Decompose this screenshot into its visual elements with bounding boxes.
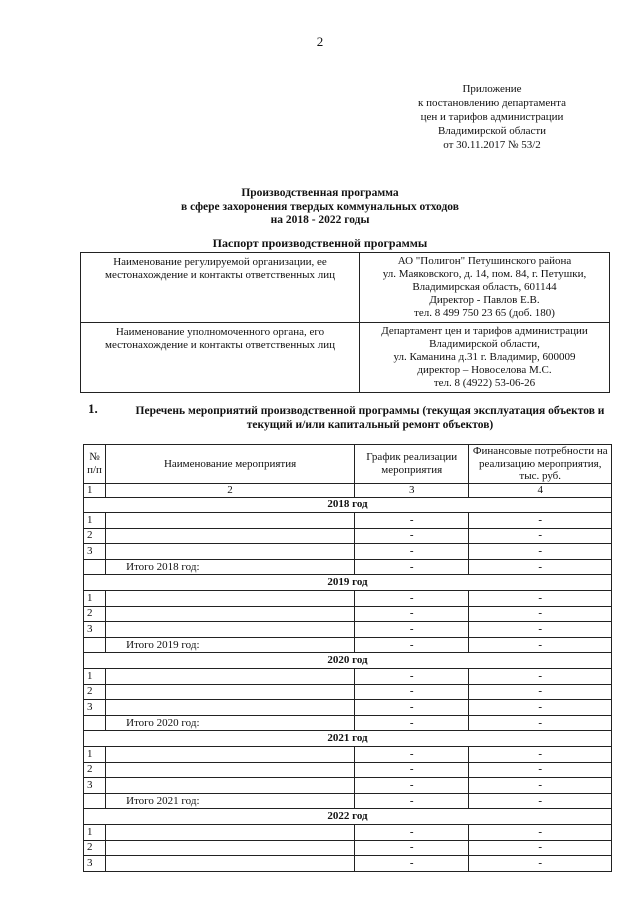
column-number: 4	[469, 483, 612, 497]
passport-row-organization	[81, 253, 610, 323]
section-title	[126, 405, 614, 432]
value-line: тел. 8 (4922) 53-06-26	[433, 377, 536, 389]
table-row	[84, 591, 612, 607]
column-number: 3	[355, 483, 469, 497]
table-row	[84, 840, 612, 856]
finance-value: -	[469, 747, 612, 763]
total-schedule: -	[355, 793, 469, 809]
appendix-block	[402, 82, 582, 152]
value-line: ул. Маяковского, д. 14, пом. 84, г. Петушки,	[382, 268, 587, 280]
schedule-value: -	[355, 778, 469, 794]
total-number-cell	[84, 559, 106, 575]
year-label: 2020 год	[84, 653, 612, 669]
finance-value: -	[469, 700, 612, 716]
table-row	[84, 669, 612, 685]
table-row	[84, 747, 612, 763]
schedule-value: -	[355, 591, 469, 607]
year-row	[84, 731, 612, 747]
appendix-line: Приложение	[462, 83, 522, 95]
measure-name	[106, 591, 355, 607]
finance-value: -	[469, 622, 612, 638]
appendix-line: Владимирской области	[437, 125, 547, 137]
finance-value: -	[469, 544, 612, 560]
table-row	[84, 622, 612, 638]
schedule-value: -	[355, 528, 469, 544]
total-finance: -	[469, 793, 612, 809]
table-row	[84, 856, 612, 872]
total-schedule: -	[355, 559, 469, 575]
finance-value: -	[469, 669, 612, 685]
total-finance: -	[469, 559, 612, 575]
row-number: 1	[84, 824, 106, 840]
finance-value: -	[469, 528, 612, 544]
finance-value: -	[469, 762, 612, 778]
table-row	[84, 700, 612, 716]
header-cell-name: Наименование мероприятия	[106, 445, 355, 484]
measure-name	[106, 513, 355, 529]
schedule-value: -	[355, 700, 469, 716]
row-number: 3	[84, 778, 106, 794]
total-label: Итого 2018 год:	[106, 559, 355, 575]
total-number-cell	[84, 637, 106, 653]
year-label: 2019 год	[84, 575, 612, 591]
title-line: Производственная программа	[241, 187, 399, 199]
header-cell-finance: Финансовые потребности на реализацию мероприятия, тыс. руб.	[469, 445, 612, 484]
schedule-value: -	[355, 513, 469, 529]
passport-table	[80, 252, 610, 393]
section-title-line: Перечень мероприятий производственной программы (текущая эксплуатация объектов и	[135, 405, 605, 417]
measure-name	[106, 544, 355, 560]
total-row	[84, 715, 612, 731]
schedule-value: -	[355, 684, 469, 700]
total-number-cell	[84, 793, 106, 809]
row-number: 3	[84, 856, 106, 872]
schedule-value: -	[355, 606, 469, 622]
row-number: 2	[84, 762, 106, 778]
measure-name	[106, 622, 355, 638]
row-number: 1	[84, 513, 106, 529]
finance-value: -	[469, 778, 612, 794]
finance-value: -	[469, 591, 612, 607]
appendix-line: к постановлению департамента	[418, 97, 566, 109]
finance-value: -	[469, 513, 612, 529]
schedule-value: -	[355, 544, 469, 560]
passport-label: Наименование регулируемой организации, ее местонахождение и контакты ответственных лиц	[81, 253, 360, 323]
value-line: Владимирская область, 601144	[412, 281, 557, 293]
appendix-line: от 30.11.2017 № 53/2	[443, 139, 541, 151]
row-number: 1	[84, 747, 106, 763]
finance-value: -	[469, 856, 612, 872]
row-number: 3	[84, 544, 106, 560]
header-cell-number: № п/п	[84, 445, 106, 484]
year-row	[84, 497, 612, 513]
schedule-value: -	[355, 762, 469, 778]
table-row	[84, 824, 612, 840]
finance-value: -	[469, 840, 612, 856]
table-header-row	[84, 445, 612, 484]
schedule-value: -	[355, 747, 469, 763]
value-line: Владимирской области,	[429, 338, 540, 350]
title-line: в сфере захоронения твердых коммунальных отходов	[181, 200, 459, 213]
measure-name	[106, 840, 355, 856]
row-number: 3	[84, 622, 106, 638]
year-row	[84, 809, 612, 825]
measure-name	[106, 747, 355, 763]
section-title-line: текущий и/или капитальный ремонт объектов)	[246, 418, 494, 431]
total-finance: -	[469, 715, 612, 731]
row-number: 2	[84, 840, 106, 856]
column-number: 2	[106, 483, 355, 497]
section-number: 1.	[88, 401, 98, 416]
table-row	[84, 762, 612, 778]
year-label: 2018 год	[84, 497, 612, 513]
row-number: 2	[84, 606, 106, 622]
measure-name	[106, 684, 355, 700]
passport-heading: Паспорт производственной программы	[212, 236, 428, 250]
measure-name	[106, 856, 355, 872]
finance-value: -	[469, 824, 612, 840]
total-number-cell	[84, 715, 106, 731]
column-numbers-row	[84, 483, 612, 497]
year-label: 2021 год	[84, 731, 612, 747]
column-number: 1	[84, 483, 106, 497]
page-number: 2	[316, 34, 324, 49]
total-row	[84, 637, 612, 653]
total-label: Итого 2021 год:	[106, 793, 355, 809]
table-row	[84, 606, 612, 622]
row-number: 1	[84, 591, 106, 607]
appendix-line: цен и тарифов администрации	[420, 111, 564, 123]
value-line: АО "Полигон" Петушинского района	[397, 255, 572, 267]
value-line: Директор - Павлов Е.В.	[429, 294, 540, 306]
measure-name	[106, 762, 355, 778]
schedule-value: -	[355, 856, 469, 872]
measure-name	[106, 700, 355, 716]
value-line: Департамент цен и тарифов администрации	[381, 325, 588, 337]
table-row	[84, 544, 612, 560]
year-row	[84, 653, 612, 669]
document-title	[0, 187, 640, 228]
value-line: ул. Каманина д.31 г. Владимир, 600009	[393, 351, 576, 363]
row-number: 1	[84, 669, 106, 685]
total-label: Итого 2019 год:	[106, 637, 355, 653]
passport-value	[360, 323, 610, 393]
measure-name	[106, 669, 355, 685]
value-line: тел. 8 499 750 23 65 (доб. 180)	[414, 307, 555, 319]
total-label: Итого 2020 год:	[106, 715, 355, 731]
total-row	[84, 559, 612, 575]
measure-name	[106, 824, 355, 840]
table-row	[84, 528, 612, 544]
measure-name	[106, 528, 355, 544]
year-row	[84, 575, 612, 591]
row-number: 2	[84, 684, 106, 700]
schedule-value: -	[355, 824, 469, 840]
finance-value: -	[469, 606, 612, 622]
total-finance: -	[469, 637, 612, 653]
table-row	[84, 778, 612, 794]
value-line: директор – Новоселова М.С.	[417, 364, 552, 376]
passport-row-authority	[81, 323, 610, 393]
schedule-value: -	[355, 669, 469, 685]
total-row	[84, 793, 612, 809]
total-schedule: -	[355, 715, 469, 731]
table-row	[84, 684, 612, 700]
schedule-value: -	[355, 622, 469, 638]
title-line: на 2018 - 2022 годы	[270, 214, 370, 226]
total-schedule: -	[355, 637, 469, 653]
passport-label: Наименование уполномоченного органа, его местонахождение и контакты ответственных лиц	[81, 323, 360, 393]
measures-table	[83, 444, 612, 872]
passport-value	[360, 253, 610, 323]
row-number: 2	[84, 528, 106, 544]
measure-name	[106, 778, 355, 794]
table-row	[84, 513, 612, 529]
measure-name	[106, 606, 355, 622]
schedule-value: -	[355, 840, 469, 856]
row-number: 3	[84, 700, 106, 716]
year-label: 2022 год	[84, 809, 612, 825]
header-cell-schedule: График реализации мероприятия	[355, 445, 469, 484]
finance-value: -	[469, 684, 612, 700]
